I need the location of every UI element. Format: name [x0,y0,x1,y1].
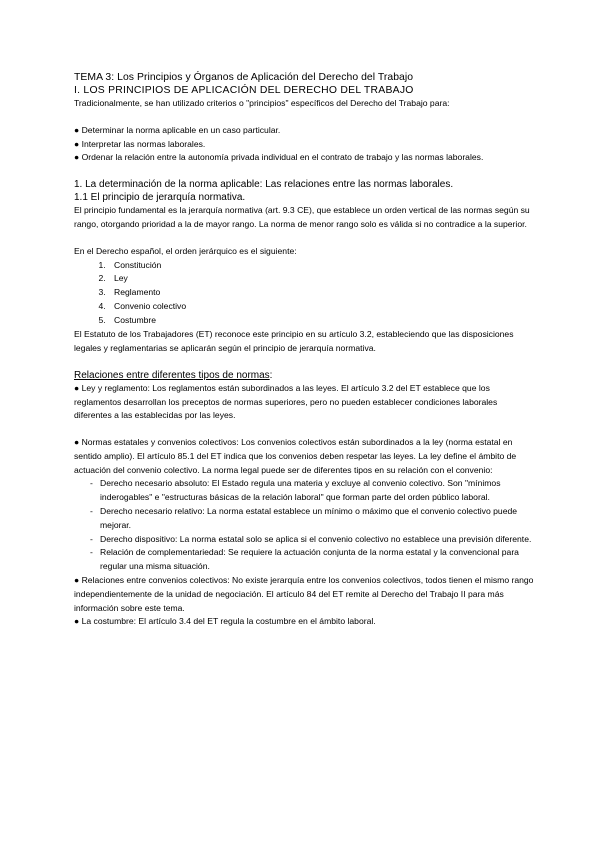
hierarchy-item: 3. Reglamento [108,286,534,300]
spacer [74,165,534,178]
entre-convenios-item: ● Relaciones entre convenios colectivos: No existe jerarquía entre los convenios colectivos, todos tienen el mismo rango independientemente de la unidad de negociación. El artículo 84 del ET remite al Derecho del Trabajo II para más información sobre este tema. [74,575,534,613]
jerarquia-paragraph: El principio fundamental es la jerarquía normativa (art. 9.3 CE), que establece un orden vertical de las normas según su rango, otorgando prioridad a la de mayor rango. La norma de menor rango solo es válida si no contradice a la superior. [74,205,530,229]
hierarchy-item: 5. Costumbre [108,314,534,328]
purpose-item: ● Ordenar la relación entre la autonomía privada individual en el contrato de trabajo y las normas laborales. [74,152,484,163]
law-type-item: - Derecho necesario relativo: La norma estatal establece un mínimo o máximo que el convenio colectivo puede mejorar. [74,505,534,533]
costumbre-item: ● La costumbre: El artículo 3.4 del ET regula la costumbre en el ámbito laboral. [74,616,376,627]
purpose-item: ● Interpretar las normas laborales. [74,138,206,149]
spacer [74,423,534,436]
relations-heading-colon: : [269,369,273,381]
intro-paragraph: Tradicionalmente, se han utilizado criterios o "principios" específicos del Derecho del Trabajo para: [74,98,450,108]
document-body [74,71,534,629]
normas-estatales-item: ● Normas estatales y convenios colectivos: Los convenios colectivos están subordinados a la ley (norma estatal en sentido amplio). El artículo 85.1 del ET indica que los convenios deben respetar las leyes. La ley define el ámbito de actuación del convenio colectivo. La norma legal puede ser de diferentes tipos en su relación con el convenio: [74,437,517,475]
purpose-item: ● Determinar la norma aplicable en un caso particular. [74,124,281,135]
spacer [74,232,534,245]
relations-heading-text: Relaciones entre diferentes tipos de normas [74,369,270,381]
ley-reglamento-item: ● Ley y reglamento: Los reglamentos están subordinados a las leyes. El artículo 3.2 del ET establece que los reglamentos desarrollan los preceptos de normas superiores, pero no pueden establecer condiciones laborales diferentes a las establecidas por las leyes. [74,382,498,421]
hierarchy-list [74,259,534,329]
hierarchy-item: 4. Convenio colectivo [108,300,534,314]
hierarchy-item: 2. Ley [108,272,534,286]
et-paragraph: El Estatuto de los Trabajadores (ET) reconoce este principio en su artículo 3.2, estableciendo que las disposiciones legales y reglamentarias se aplicarán según el principio de jerarquía normativa. [74,329,514,353]
spacer [74,111,534,124]
spacer [74,356,534,369]
law-types-list [74,477,534,574]
heading-1: 1. La determinación de la norma aplicable: Las relaciones entre las normas laborales. [74,179,454,191]
law-type-item: - Relación de complementariedad: Se requiere la actuación conjunta de la norma estatal y la convencional para regular una misma situación. [74,546,534,574]
law-type-item: - Derecho dispositivo: La norma estatal solo se aplica si el convenio colectivo no establece una previsión diferente. [74,533,534,547]
relations-heading [74,369,534,382]
hierarchy-item: 1. Constitución [108,259,534,273]
heading-1-1: 1.1 El principio de jerarquía normativa. [74,192,246,204]
section-heading: I. LOS PRINCIPIOS DE APLICACIÓN DEL DERECHO DEL TRABAJO [74,85,414,96]
document-title: TEMA 3: Los Principios y Órganos de Aplicación del Derecho del Trabajo [74,72,414,83]
law-type-item: - Derecho necesario absoluto: El Estado regula una materia y excluye al convenio colectivo. Son "mínimos inderogables" e "estructuras básicas de la relación laboral" que forman parte del orden público laboral. [74,477,534,505]
order-intro: En el Derecho español, el orden jerárquico es el siguiente: [74,245,297,256]
